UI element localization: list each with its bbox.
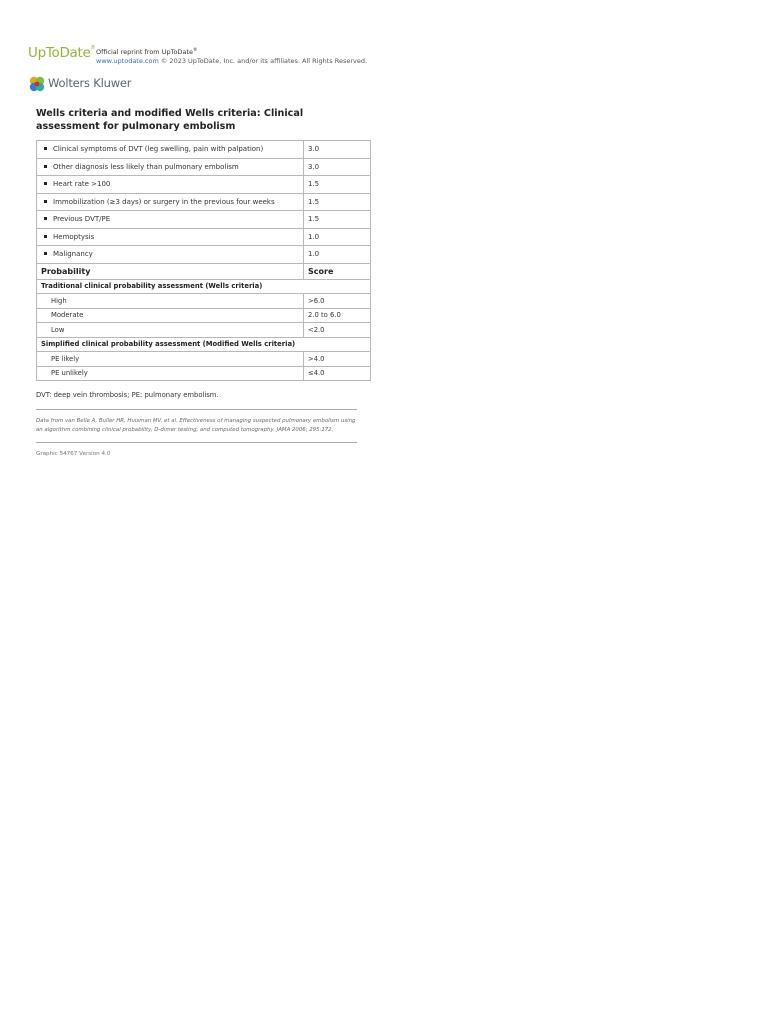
divider	[36, 442, 357, 443]
score-cell: ≤4.0	[304, 366, 371, 381]
score-cell: <2.0	[304, 323, 371, 338]
bullet-icon	[44, 147, 47, 150]
probability-label: Low	[37, 323, 304, 338]
criterion-cell: Other diagnosis less likely than pulmonary embolism	[37, 158, 304, 176]
table-row	[37, 308, 371, 323]
reprint-title: Official reprint from UpToDate®	[96, 48, 198, 57]
uptodate-logo: UpToDate®	[28, 45, 96, 61]
table-row	[37, 246, 371, 264]
bullet-icon	[44, 165, 47, 168]
score-column-header: Score	[304, 263, 371, 279]
reprint-copyright-line	[96, 57, 367, 66]
table-row	[37, 193, 371, 211]
bullet-icon	[44, 217, 47, 220]
table-row	[37, 158, 371, 176]
bullet-icon	[44, 182, 47, 185]
score-cell: >4.0	[304, 352, 371, 367]
bullet-icon	[44, 200, 47, 203]
score-cell: 3.0	[304, 158, 371, 176]
wolters-kluwer-icon	[28, 75, 46, 93]
table-row	[37, 352, 371, 367]
bullet-icon	[44, 252, 47, 255]
criterion-cell: Heart rate >100	[37, 176, 304, 194]
section-heading: Traditional clinical probability assessment (Wells criteria)	[37, 279, 371, 294]
wells-criteria-table	[36, 140, 371, 381]
criterion-cell: Malignancy	[37, 246, 304, 264]
table-row	[37, 176, 371, 194]
probability-label: Moderate	[37, 308, 304, 323]
reprint-header	[28, 44, 428, 66]
score-cell: 1.5	[304, 211, 371, 229]
copyright-text: © 2023 UpToDate, Inc. and/or its affiliates. All Rights Reserved.	[158, 57, 368, 66]
graphic-version: Graphic 54767 Version 4.0	[36, 451, 111, 457]
probability-label: PE unlikely	[37, 366, 304, 381]
table-row	[37, 323, 371, 338]
probability-label: High	[37, 294, 304, 309]
table-row	[37, 228, 371, 246]
score-cell: 1.5	[304, 176, 371, 194]
publisher-name: Wolters Kluwer	[48, 76, 132, 90]
section-row-traditional	[37, 279, 371, 294]
divider	[36, 409, 357, 410]
probability-header-row	[37, 263, 371, 279]
reprint-notice	[96, 46, 367, 66]
wolters-kluwer-logo	[28, 74, 148, 92]
score-cell: 2.0 to 6.0	[304, 308, 371, 323]
criterion-cell: Clinical symptoms of DVT (leg swelling, pain with palpation)	[37, 141, 304, 159]
probability-label: PE likely	[37, 352, 304, 367]
score-cell: >6.0	[304, 294, 371, 309]
criterion-cell: Hemoptysis	[37, 228, 304, 246]
section-row-simplified	[37, 337, 371, 352]
score-cell: 1.5	[304, 193, 371, 211]
criterion-cell: Immobilization (≥3 days) or surgery in the previous four weeks	[37, 193, 304, 211]
uptodate-link[interactable]: www.uptodate.com	[96, 57, 159, 66]
criterion-cell: Previous DVT/PE	[37, 211, 304, 229]
score-cell: 3.0	[304, 141, 371, 159]
table-row	[37, 141, 371, 159]
score-cell: 1.0	[304, 228, 371, 246]
table-row	[37, 211, 371, 229]
probability-column-header: Probability	[37, 263, 304, 279]
score-cell: 1.0	[304, 246, 371, 264]
section-heading: Simplified clinical probability assessment (Modified Wells criteria)	[37, 337, 371, 352]
page-title: Wells criteria and modified Wells criteria: Clinical assessment for pulmonary embolism	[36, 108, 304, 132]
bullet-icon	[44, 235, 47, 238]
abbreviation-footnote: DVT: deep vein thrombosis; PE: pulmonary embolism.	[36, 391, 219, 399]
table-row	[37, 294, 371, 309]
reference-citation: Data from van Belle A, Buller HR, Huisman MV, et al. Effectiveness of managing suspected pulmonary embolism using an algorithm combining clinical probability, D-dimer testing, and computed tomography. JAMA 2006; 295:172.	[36, 418, 356, 433]
table-row	[37, 366, 371, 381]
